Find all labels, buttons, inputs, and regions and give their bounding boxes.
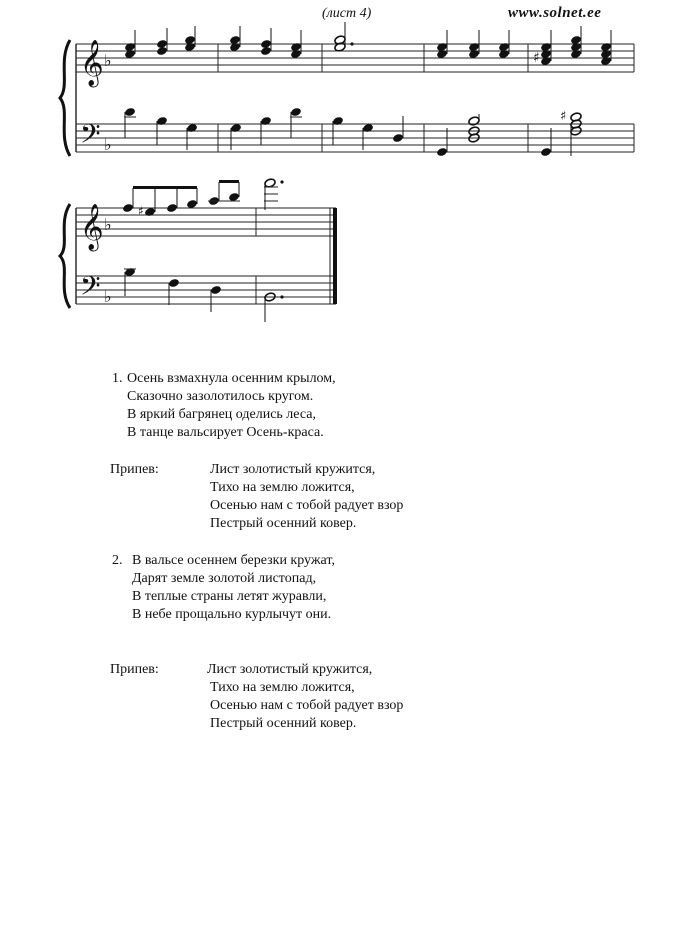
verse-2-line: В вальсе осеннем березки кружат,: [132, 553, 335, 568]
verse-1-line: Сказочно зазолотилось кругом.: [127, 389, 314, 404]
verse-1-line: В танце вальсирует Осень-краса.: [127, 425, 324, 440]
verse-2-line: В небе прощально курлычут они.: [132, 607, 332, 622]
verse-1-line: Осень взмахнула осенним крылом,: [127, 371, 336, 386]
verse-2-number: 2.: [112, 553, 123, 568]
svg-text:♯: ♯: [533, 50, 540, 66]
svg-text:♭: ♭: [104, 215, 112, 234]
verse-2-line: В теплые страны летят журавли,: [132, 589, 327, 604]
chorus-2-line: Тихо на землю ложится,: [210, 680, 355, 695]
verse-1-line: В яркий багрянец оделись леса,: [127, 407, 316, 422]
svg-text:𝄞: 𝄞: [80, 204, 104, 250]
svg-text:♭: ♭: [104, 287, 112, 306]
chorus-2-line: Лист золотистый кружится,: [207, 662, 373, 677]
chorus-1-line: Пестрый осенний ковер.: [210, 516, 357, 531]
chorus-1-line: Тихо на землю ложится,: [210, 480, 355, 495]
svg-text:𝄞: 𝄞: [80, 40, 104, 86]
svg-text:♯: ♯: [138, 204, 144, 218]
chorus-1-label: Припев:: [110, 462, 159, 477]
verse-2-line: Дарят земле золотой листопад,: [132, 571, 317, 586]
svg-text:𝄢: 𝄢: [80, 118, 101, 156]
chorus-2-label: Припев:: [110, 662, 159, 677]
page-number-label: (лист 4): [322, 6, 372, 21]
svg-text:𝄢: 𝄢: [80, 270, 101, 308]
chorus-2-line: Осенью нам с тобой радует взор: [210, 698, 404, 713]
svg-text:♭: ♭: [104, 135, 112, 154]
svg-text:♭: ♭: [104, 51, 112, 70]
svg-text:♯: ♯: [560, 109, 567, 124]
verse-1-number: 1.: [112, 371, 123, 386]
chorus-1-line: Лист золотистый кружится,: [210, 462, 376, 477]
chorus-1-line: Осенью нам с тобой радует взор: [210, 498, 404, 513]
chorus-2-line: Пестрый осенний ковер.: [210, 716, 357, 731]
site-watermark: www.solnet.ee: [508, 5, 602, 21]
